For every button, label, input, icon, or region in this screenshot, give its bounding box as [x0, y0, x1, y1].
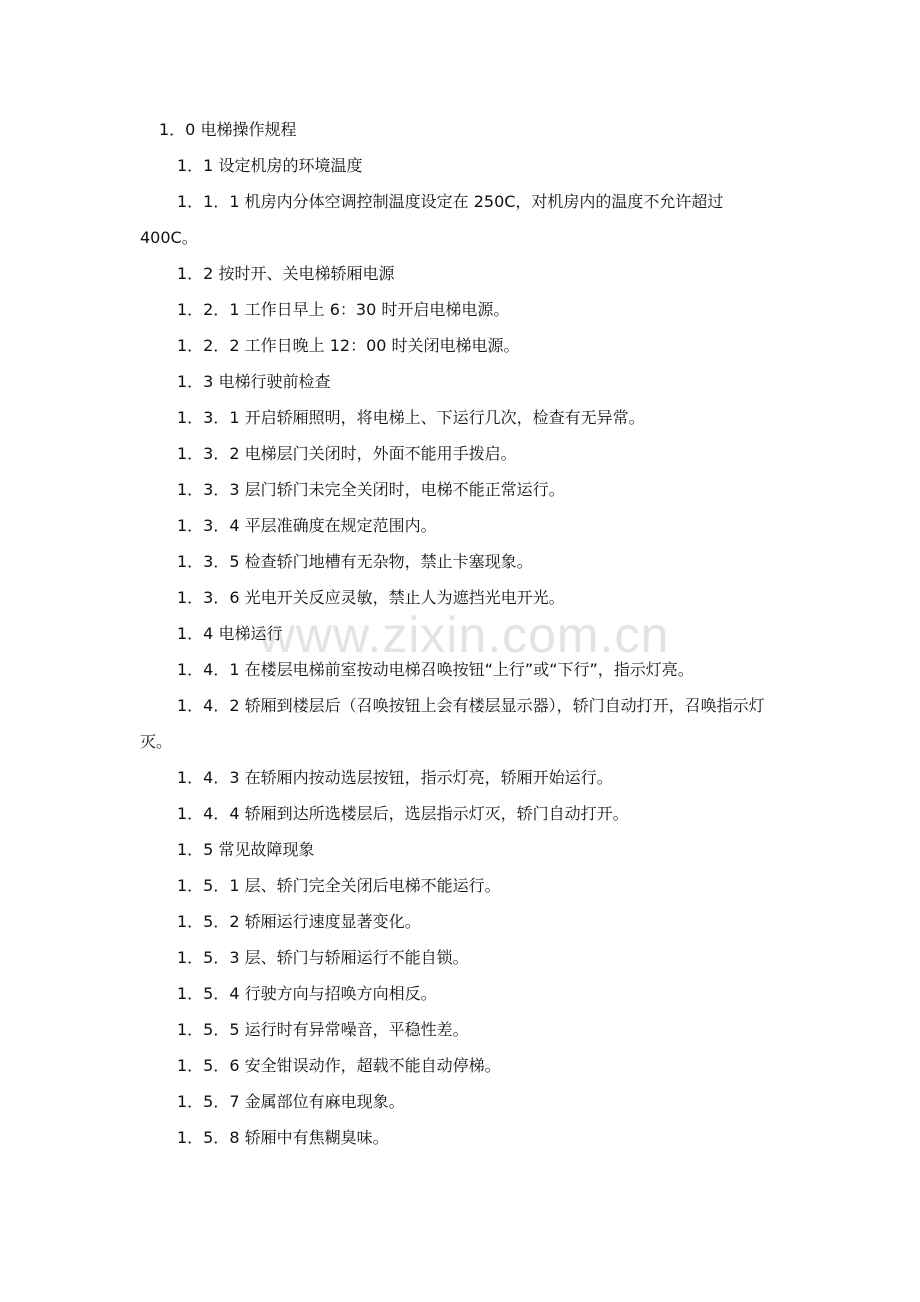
paragraph-line: 1．5．8 轿厢中有焦糊臭味。	[177, 1128, 389, 1147]
paragraph-line: 1．5 常见故障现象	[177, 840, 315, 859]
paragraph-line: 1．4．4 轿厢到达所选楼层后，选层指示灯灭，轿门自动打开。	[177, 804, 629, 823]
paragraph-line: 1．5．4 行驶方向与招唤方向相反。	[177, 984, 437, 1003]
watermark: www.zixin.com.cn	[258, 607, 670, 663]
paragraph-line: 1．5．2 轿厢运行速度显著变化。	[177, 912, 421, 931]
paragraph-line: 1．3．4 平层准确度在规定范围内。	[177, 516, 437, 535]
paragraph-line: 1．5．1 层、轿门完全关闭后电梯不能运行。	[177, 876, 501, 895]
paragraph-line: 1．0 电梯操作规程	[159, 120, 297, 139]
paragraph-line: 1．4．1 在楼层电梯前室按动电梯召唤按钮“上行”或“下行”，指示灯亮。	[177, 660, 694, 679]
paragraph-line: 1．5．6 安全钳误动作，超载不能自动停梯。	[177, 1056, 501, 1075]
paragraph-line: 1．2 按时开、关电梯轿厢电源	[177, 264, 395, 283]
paragraph-line: 1．3 电梯行驶前检查	[177, 372, 331, 391]
paragraph-line: 1．3．5 检查轿门地槽有无杂物，禁止卡塞现象。	[177, 552, 533, 571]
paragraph-line: 1．5．5 运行时有异常噪音，平稳性差。	[177, 1020, 469, 1039]
paragraph-line: 1．3．3 层门轿门未完全关闭时，电梯不能正常运行。	[177, 480, 565, 499]
paragraph-line: 1．3．2 电梯层门关闭时，外面不能用手拨启。	[177, 444, 517, 463]
paragraph-line: 1．3．6 光电开关反应灵敏，禁止人为遮挡光电开光。	[177, 588, 565, 607]
paragraph-line: 1．4 电梯运行	[177, 624, 283, 643]
paragraph-line: 1．5．7 金属部位有麻电现象。	[177, 1092, 405, 1111]
paragraph-line: 1．1 设定机房的环境温度	[177, 156, 363, 175]
paragraph-line: 1．3．1 开启轿厢照明，将电梯上、下运行几次，检查有无异常。	[177, 408, 645, 427]
paragraph-line: 1．5．3 层、轿门与轿厢运行不能自锁。	[177, 948, 469, 967]
document-body	[140, 112, 782, 1156]
paragraph-line: 1．1．1 机房内分体空调控制温度设定在 250C，对机房内的温度不允许超过 400C。	[140, 192, 724, 247]
paragraph-line: 1．4．3 在轿厢内按动选层按钮，指示灯亮，轿厢开始运行。	[177, 768, 613, 787]
paragraph-line: 1．4．2 轿厢到楼层后（召唤按钮上会有楼层显示器），轿门自动打开，召唤指示灯灭。	[140, 696, 765, 751]
paragraph-line: 1．2．2 工作日晚上 12：00 时关闭电梯电源。	[177, 336, 520, 355]
paragraph-line: 1．2．1 工作日早上 6：30 时开启电梯电源。	[177, 300, 510, 319]
